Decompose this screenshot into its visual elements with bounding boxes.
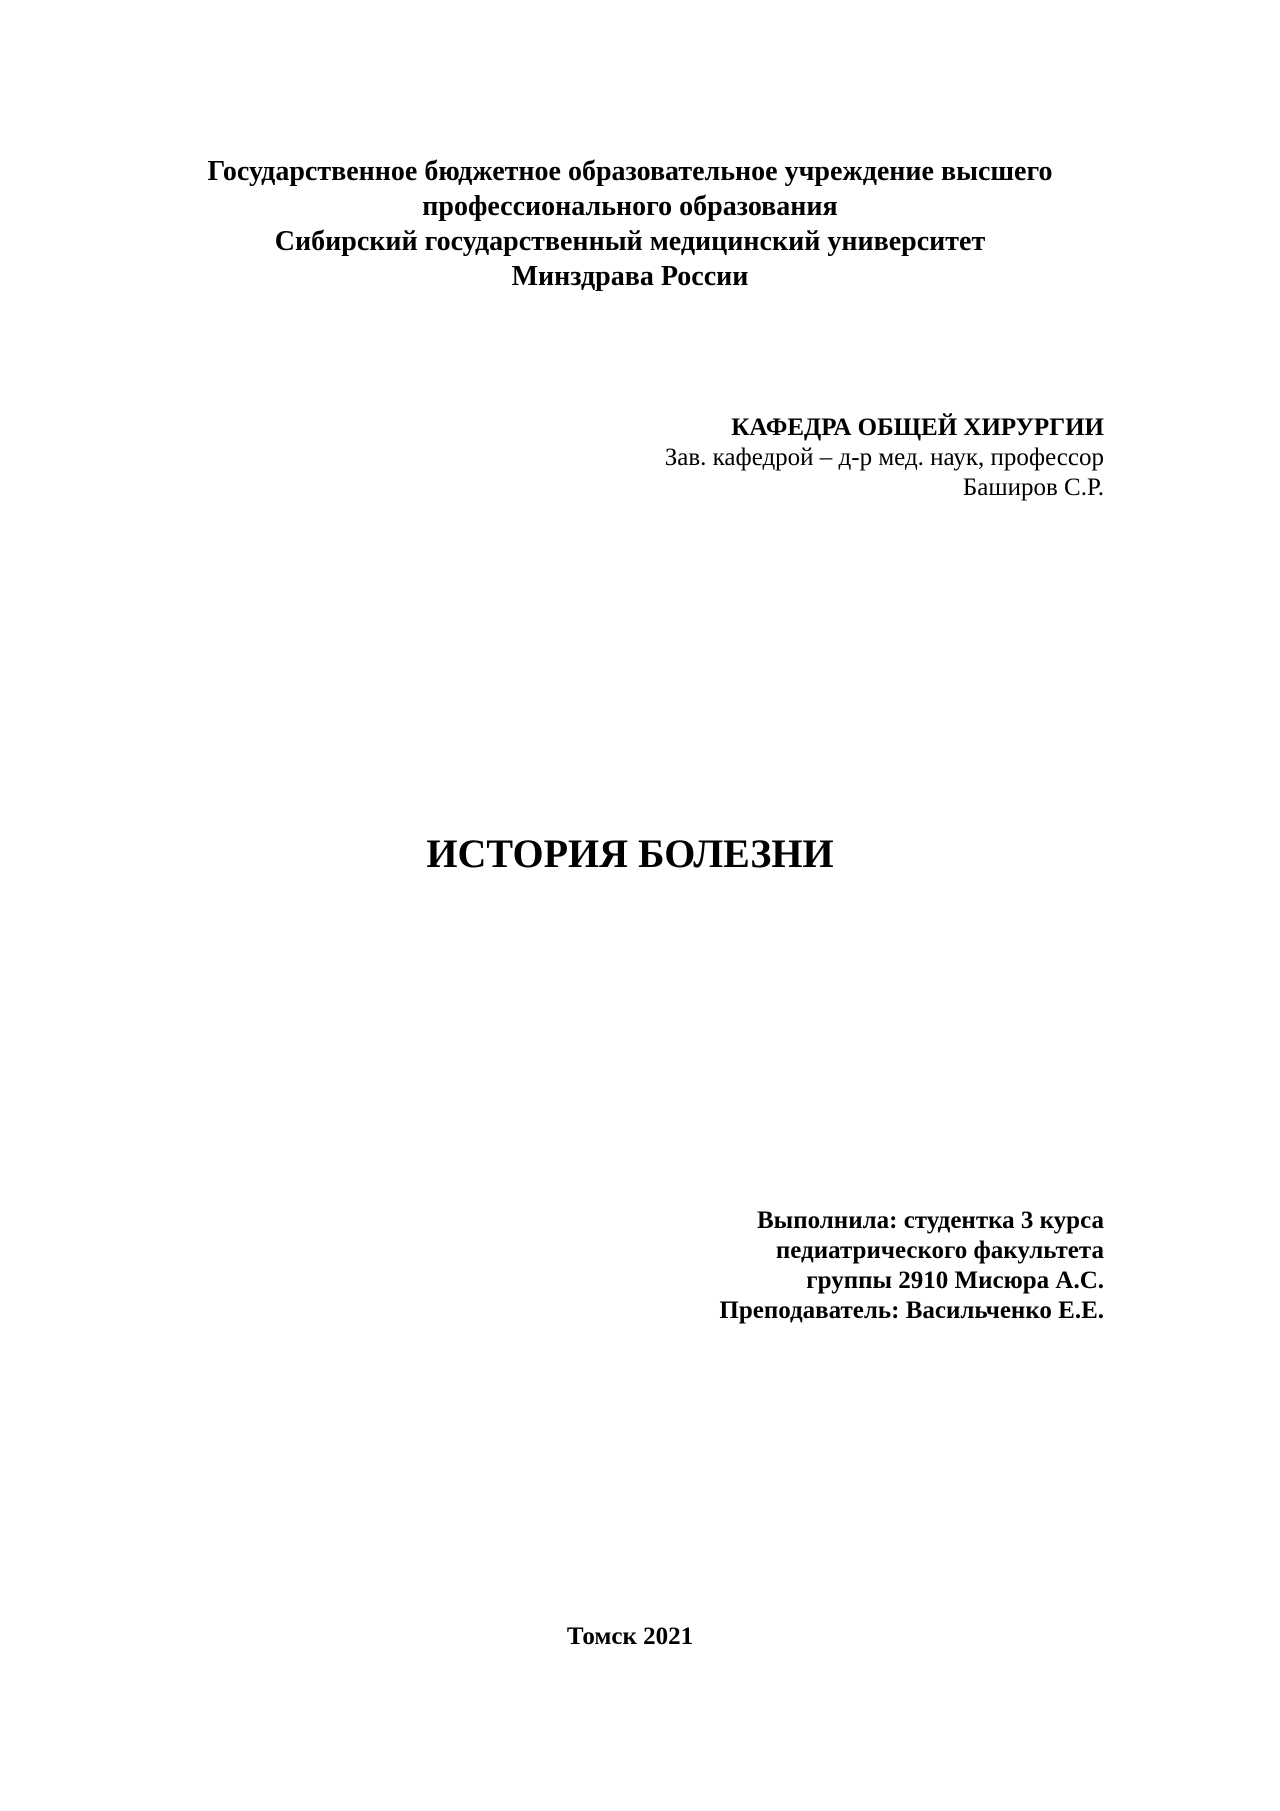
author-block [719, 1206, 1104, 1326]
author-line: Выполнила: студентка 3 курса [757, 1207, 1104, 1234]
institution-line: профессионального образования [422, 191, 838, 222]
author-line: педиатрического факультета [775, 1237, 1104, 1264]
city-year: Томск 2021 [566, 1623, 694, 1650]
document-title: ИСТОРИЯ БОЛЕЗНИ [426, 831, 834, 876]
institution-header [130, 154, 1130, 294]
department-head-position: Зав. кафедрой – д-р мед. наук, профессор [664, 444, 1104, 471]
author-line: группы 2910 Мисюра А.С. [806, 1267, 1104, 1294]
institution-line: Государственное бюджетное образовательное учреждение высшего [207, 156, 1053, 187]
institution-line: Сибирский государственный медицинский университет [274, 226, 986, 257]
department-name: КАФЕДРА ОБЩЕЙ ХИРУРГИИ [731, 414, 1104, 441]
author-line: Преподаватель: Васильченко Е.Е. [719, 1297, 1104, 1324]
department-block [665, 413, 1104, 503]
institution-line: Минздрава России [511, 261, 749, 292]
department-head-name: Баширов С.Р. [962, 474, 1104, 501]
